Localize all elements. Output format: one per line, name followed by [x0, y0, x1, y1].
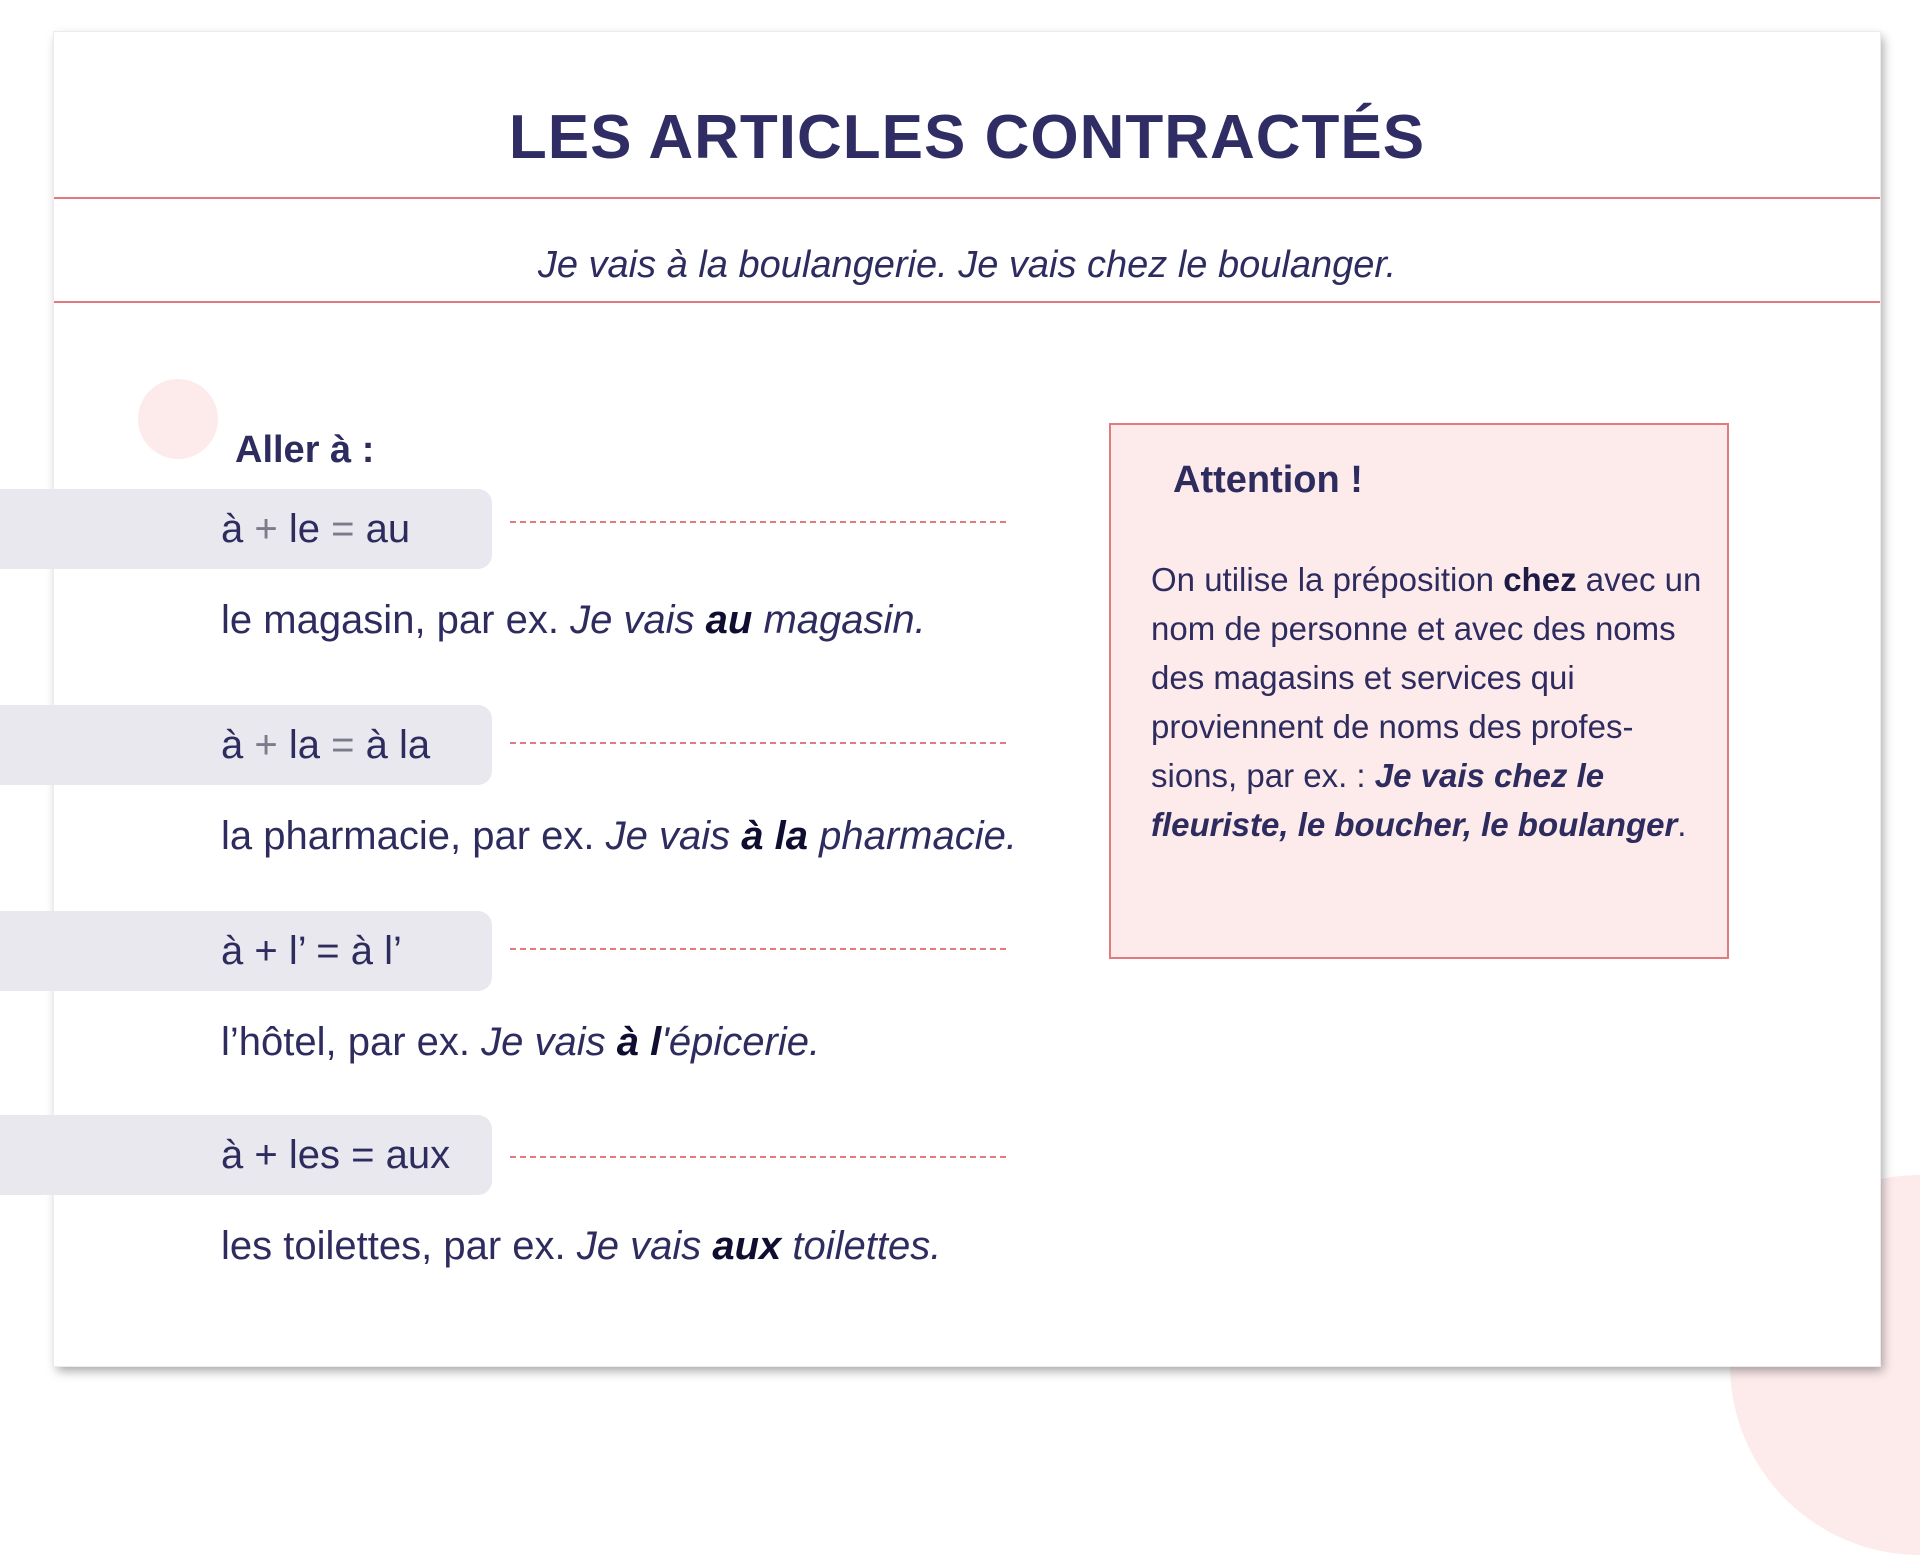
equals-operator: =	[351, 1133, 375, 1177]
example-prefix: Je vais	[605, 814, 742, 858]
rule-article: l’	[288, 929, 306, 973]
example-prefix: Je vais	[570, 598, 706, 642]
equals-operator: =	[331, 507, 355, 551]
plus-operator: +	[254, 1133, 278, 1177]
attention-body	[1151, 555, 1706, 849]
rule-preposition: à	[221, 1133, 244, 1177]
example-prefix: Je vais	[576, 1224, 713, 1268]
dashed-line	[510, 742, 1006, 744]
example-keyword: aux	[712, 1224, 782, 1268]
rule-formula	[221, 911, 402, 991]
example-sentence	[221, 814, 1017, 859]
attention-example: Je vais chez le fleuriste, le boucher, le boulanger	[1151, 757, 1678, 843]
rule-box-au	[0, 489, 492, 569]
example-prefix: Je vais	[481, 1020, 617, 1064]
example-noun: l’hôtel, par ex.	[221, 1020, 482, 1064]
rule-article: le	[288, 507, 320, 551]
rule-preposition: à	[221, 929, 244, 973]
example-keyword: à l	[616, 1020, 662, 1064]
example-noun: les toilettes, par ex.	[221, 1224, 577, 1268]
example-suffix: pharmacie.	[807, 814, 1017, 858]
equals-operator: =	[331, 723, 355, 767]
example-sentence	[221, 1224, 941, 1269]
rule-box-a-la	[0, 705, 492, 785]
attention-text-continued: avec un nom de personne et avec des noms des magasins et services qui proviennent de noms des profes-sions, par ex. :	[1151, 561, 1702, 794]
attention-keyword: chez	[1503, 561, 1577, 598]
example-suffix: magasin.	[752, 598, 926, 642]
attention-text: On utilise la préposition	[1151, 561, 1504, 598]
equals-operator: =	[316, 929, 340, 973]
rule-formula	[221, 705, 430, 785]
example-suffix: toilettes.	[781, 1224, 942, 1268]
example-suffix: 'épicerie.	[661, 1020, 821, 1064]
subtitle: Je vais à la boulangerie. Je vais chez le boulanger.	[537, 244, 1397, 286]
top-divider	[54, 197, 1880, 199]
rule-preposition: à	[221, 723, 244, 767]
example-sentence	[221, 598, 926, 643]
rule-formula	[221, 1115, 450, 1195]
rule-result: à la	[365, 723, 431, 767]
rule-article: la	[288, 723, 320, 767]
rule-preposition: à	[221, 507, 244, 551]
example-sentence	[221, 1020, 820, 1065]
plus-operator: +	[254, 723, 278, 767]
example-noun: la pharmacie, par ex.	[221, 814, 606, 858]
plus-operator: +	[254, 929, 278, 973]
rule-box-a-l	[0, 911, 492, 991]
rule-box-aux	[0, 1115, 492, 1195]
rule-result: au	[365, 507, 411, 551]
dashed-line	[510, 521, 1006, 523]
plus-operator: +	[254, 507, 278, 551]
heading-circle-icon	[138, 379, 218, 459]
section-heading: Aller à :	[235, 429, 375, 471]
attention-box	[1109, 423, 1729, 959]
rule-article: les	[288, 1133, 340, 1177]
rule-result: à l’	[350, 929, 402, 973]
rule-formula	[221, 489, 410, 569]
example-keyword: à la	[741, 814, 808, 858]
example-noun: le magasin, par ex.	[221, 598, 571, 642]
page-title: LES ARTICLES CONTRACTÉS	[508, 103, 1426, 172]
dashed-line	[510, 1156, 1006, 1158]
bottom-divider	[54, 301, 1880, 303]
attention-title: Attention !	[1173, 459, 1363, 501]
rule-result: aux	[385, 1133, 451, 1177]
dashed-line	[510, 948, 1006, 950]
grammar-card	[54, 32, 1880, 1366]
attention-end: .	[1677, 806, 1687, 843]
example-keyword: au	[705, 598, 753, 642]
